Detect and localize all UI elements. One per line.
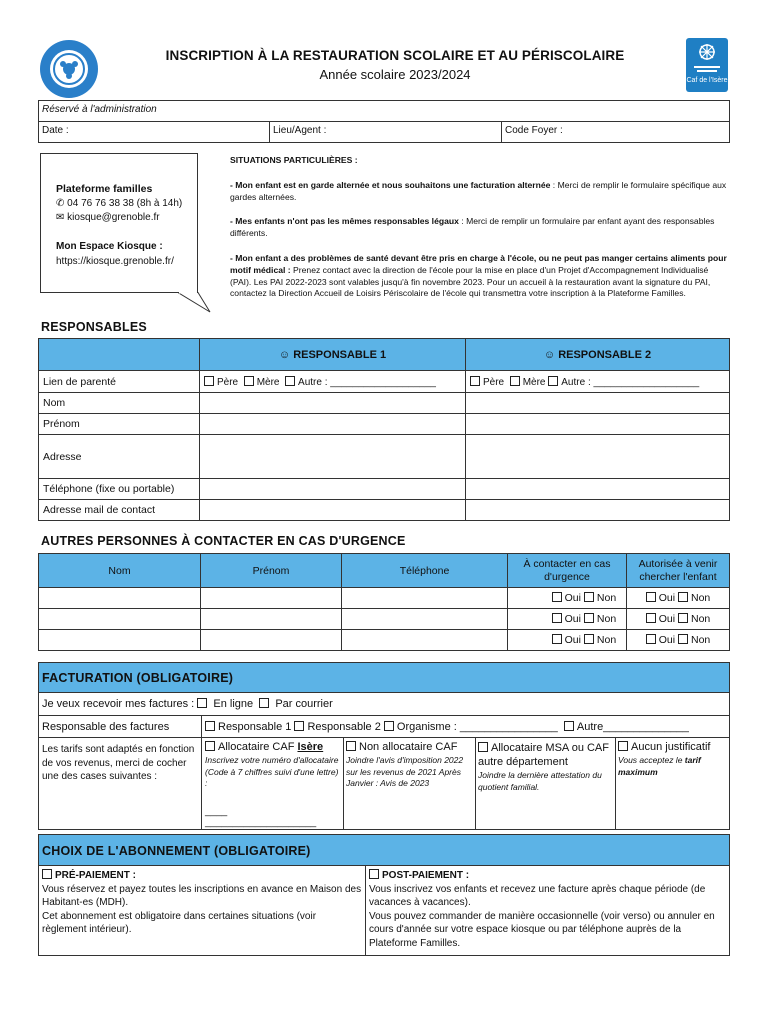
checkbox[interactable]	[646, 613, 656, 623]
input-cell[interactable]	[39, 630, 201, 651]
checkbox-postpaiement[interactable]	[369, 869, 379, 879]
checkbox[interactable]	[552, 634, 562, 644]
checkbox[interactable]	[584, 592, 594, 602]
row-label: Adresse mail de contact	[39, 500, 200, 521]
input-cell[interactable]	[39, 609, 201, 630]
kiosque-link[interactable]: https://kiosque.grenoble.fr/	[56, 256, 174, 267]
input-cell[interactable]	[200, 479, 466, 500]
admin-date-field: Date :	[42, 125, 69, 136]
input-cell[interactable]	[342, 609, 508, 630]
checkbox[interactable]	[205, 721, 215, 731]
person-icon: ☺	[278, 348, 291, 361]
situations-title: SITUATIONS PARTICULIÈRES :	[230, 155, 358, 165]
checkbox-mail[interactable]	[259, 698, 269, 708]
col-prenom: Prénom	[201, 554, 342, 588]
row-label: Adresse	[39, 435, 200, 479]
facturation-title: FACTURATION (OBLIGATOIRE)	[42, 671, 234, 685]
checkbox-online[interactable]	[197, 698, 207, 708]
abonnement-title: CHOIX DE L'ABONNEMENT (OBLIGATOIRE)	[42, 844, 311, 858]
email-link[interactable]: kiosque@grenoble.fr	[67, 212, 160, 223]
responsable-2-header: ☺ RESPONSABLE 2	[466, 339, 730, 371]
row-label: Prénom	[39, 414, 200, 435]
input-cell[interactable]	[201, 609, 342, 630]
checkbox-prepaiement[interactable]	[42, 869, 52, 879]
situation-1-bold: - Mon enfant est en garde alternée et nous souhaitons une facturation alternée	[230, 179, 551, 190]
school-year: Année scolaire 2023/2024	[319, 67, 471, 82]
platform-label: Plateforme familles	[56, 183, 153, 195]
responsable-1-header: ☺ RESPONSABLE 1	[200, 339, 466, 371]
checkbox[interactable]	[678, 592, 688, 602]
facturation-section: FACTURATION (OBLIGATOIRE) Je veux recevoir mes factures : En ligne Par courrier Responsable des factures Responsable 1 Responsable 2 Organisme : ________________ Autre______________ Les tarifs sont adaptés en fonction de vos revenus, merci de cocher une des cases suivantes : Allocataire CAF Isère Inscrivez votre numéro d'allocataire (Code à 7 chiffres suivi d'une lettre) : ____ ____________________ Non allocataire CAF Joindre l'avis d'imposition 2022 sur les revenus de 2021 Après Janvier : Avis de 2023 Allocataire MSA ou CAF autre département Joindre la dernière attestation du quotient familial. Aucun justificatif Vous acceptez le tarif maximum	[38, 662, 730, 830]
input-cell[interactable]	[342, 588, 508, 609]
bubble-tail	[178, 290, 218, 314]
col-autorisee: Autorisée à venir chercher l'enfant	[627, 554, 730, 588]
checkbox[interactable]	[294, 721, 304, 731]
checkbox[interactable]	[384, 721, 394, 731]
checkbox[interactable]	[646, 634, 656, 644]
checkbox[interactable]	[552, 592, 562, 602]
input-cell[interactable]	[200, 393, 466, 414]
situation-3-bold: - Mon enfant a des problèmes de santé devant être pris en charge à l'école, ou ne peut pas manger certains aliments pour motif médical :	[230, 252, 727, 275]
input-cell[interactable]	[466, 393, 730, 414]
responsables-table: ☺ RESPONSABLE 1 ☺ RESPONSABLE 2 Lien de parenté Père Mère Autre : ___________________ Père Mère Autre : ___________________ Nom Prénom Adresse Téléphone (fixe ou portable) Adresse mail de contact	[38, 338, 730, 521]
checkbox[interactable]	[478, 742, 488, 752]
admin-code-field: Code Foyer :	[505, 125, 563, 136]
checkbox[interactable]	[646, 592, 656, 602]
postpaiement-text-2: Vous pouvez commander de manière occasionnelle (voir verso) ou annuler en cours d'année sur votre espace kiosque ou par téléphone auprès de la Plateforme Familles.	[369, 910, 715, 949]
prepaiement-text: Vous réservez et payez toutes les inscriptions en avance en Maison des Habitant-es (MDH).	[42, 883, 362, 908]
opt3-note: Joindre la dernière attestation du quotient familial.	[478, 770, 602, 792]
input-cell[interactable]	[200, 435, 466, 479]
checkbox[interactable]	[470, 376, 480, 386]
input-cell[interactable]	[466, 414, 730, 435]
col-telephone: Téléphone	[342, 554, 508, 588]
admin-lieu-field: Lieu/Agent :	[273, 125, 327, 136]
responsables-title: RESPONSABLES	[41, 320, 147, 334]
admin-box	[38, 100, 730, 143]
allocataire-number-field[interactable]: ____ ____________________	[205, 805, 317, 828]
checkbox[interactable]	[584, 634, 594, 644]
input-cell[interactable]	[201, 630, 342, 651]
receive-label: Je veux recevoir mes factures :	[42, 698, 195, 710]
mail-icon: ✉	[56, 212, 65, 223]
person-icon: ☺	[543, 348, 556, 361]
postpaiement-text: Vous inscrivez vos enfants et recevez une facture après chaque période (de vacances à vacances).	[369, 883, 706, 908]
situation-3-text: Prenez contact avec la direction de l'école pour la mise en place d'un Projet d'Accompagnement Individualisé (PAI). Les PAI 2022-2023 sont valables jusqu'à fin novembre 2023. Pour un accueil à la restauration avant la signature du PAI, contactez la Direction Accueil de Loisirs Périscolaire de l'école qui transmettra votre inscription à la Plateforme Familles.	[230, 264, 711, 299]
phone-number: 04 76 76 38 38 (8h à 14h)	[67, 198, 183, 209]
row-label: Téléphone (fixe ou portable)	[39, 479, 200, 500]
input-cell[interactable]	[342, 630, 508, 651]
col-contacter: À contacter en cas d'urgence	[508, 554, 627, 588]
checkbox[interactable]	[678, 613, 688, 623]
checkbox[interactable]	[618, 741, 628, 751]
opt4-note: Vous acceptez le	[618, 755, 685, 765]
caf-text: Caf de l'Isère	[686, 77, 728, 84]
admin-reserved: Réservé à l'administration	[42, 104, 157, 115]
phone-icon: ✆	[56, 198, 65, 209]
input-cell[interactable]	[466, 500, 730, 521]
col-nom: Nom	[39, 554, 201, 588]
urgence-title: AUTRES PERSONNES À CONTACTER EN CAS D'URGENCE	[41, 534, 406, 548]
checkbox[interactable]	[244, 376, 254, 386]
situation-2-bold: - Mes enfants n'ont pas les mêmes responsables légaux	[230, 216, 459, 227]
opt1-note: Inscrivez votre numéro d'allocataire (Code à 7 chiffres suivi d'une lettre) :	[205, 755, 339, 788]
situation-1-text: : Merci de remplir le formulaire spécifique aux gardes alternées.	[230, 179, 727, 202]
form-title: INSCRIPTION À LA RESTAURATION SCOLAIRE ET AU PÉRISCOLAIRE	[165, 48, 625, 63]
row-label: Nom	[39, 393, 200, 414]
checkbox[interactable]	[548, 376, 558, 386]
row-label: Lien de parenté	[39, 371, 200, 393]
checkbox[interactable]	[564, 721, 574, 731]
checkbox[interactable]	[204, 376, 214, 386]
tarifs-text: Les tarifs sont adaptés en fonction de vos revenus, merci de cocher une des cases suivantes :	[42, 744, 195, 782]
checkbox[interactable]	[678, 634, 688, 644]
input-cell[interactable]	[466, 435, 730, 479]
contact-bubble	[40, 153, 198, 293]
checkbox[interactable]	[584, 613, 594, 623]
situation-2-text: : Merci de remplir un formulaire par enfant ayant des responsables différents.	[230, 216, 715, 239]
caf-logo	[686, 38, 728, 92]
opt2-note: Joindre l'avis d'imposition 2022 sur les revenus de 2021 Après Janvier : Avis de 2023	[346, 755, 464, 788]
input-cell[interactable]	[200, 414, 466, 435]
situations-block	[230, 155, 730, 300]
input-cell[interactable]	[200, 500, 466, 521]
resp-factures-label: Responsable des factures	[42, 721, 170, 733]
input-cell[interactable]	[466, 479, 730, 500]
urgence-table: Nom Prénom Téléphone À contacter en cas d'urgence Autorisée à venir chercher l'enfant Oui Non Oui Non Oui Non Oui Non Oui Non Oui Non	[38, 553, 730, 651]
checkbox[interactable]	[285, 376, 295, 386]
grenoble-logo	[38, 38, 100, 100]
checkbox[interactable]	[510, 376, 520, 386]
checkbox[interactable]	[346, 741, 356, 751]
checkbox[interactable]	[205, 741, 215, 751]
space-label: Mon Espace Kiosque :	[56, 241, 163, 252]
prepaiement-text-2: Cet abonnement est obligatoire dans certaines situations (voir règlement intérieur).	[42, 910, 317, 935]
input-cell[interactable]	[201, 588, 342, 609]
abonnement-section: CHOIX DE L'ABONNEMENT (OBLIGATOIRE) PRÉ-PAIEMENT : Vous réservez et payez toutes les inscriptions en avance en Maison des Habitant-es (MDH). Cet abonnement est obligatoire dans certaines situations (voir règlement intérieur). POST-PAIEMENT : Vous inscrivez vos enfants et recevez une facture après chaque période (de vacances à vacances). Vous pouvez commander de manière occasionnelle (voir verso) ou annuler en cours d'année sur votre espace kiosque ou par téléphone auprès de la Plateforme Familles.	[38, 834, 730, 956]
input-cell[interactable]	[39, 588, 201, 609]
checkbox[interactable]	[552, 613, 562, 623]
